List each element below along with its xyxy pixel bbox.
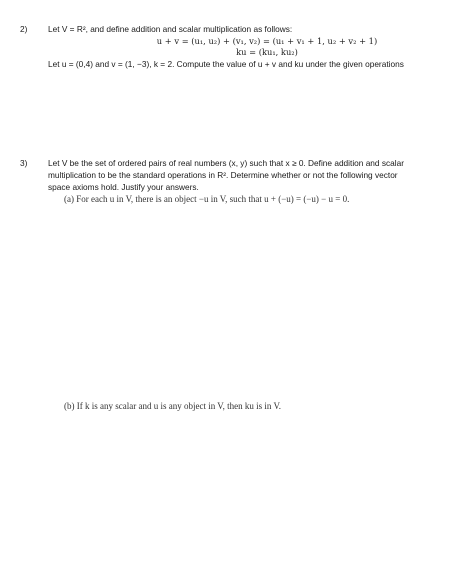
problem-2-given: Let u = (0,4) and v = (1, −3), k = 2. Compute the value of u + v and ku under the given operations [48,59,404,69]
problem-2-scalar-equation: ku = (ku₁, ku₂) [236,47,298,57]
problem-3-number: 3) [20,158,28,168]
problem-2-intro: Let V = R², and define addition and scalar multiplication as follows: [48,24,293,34]
problem-3-part-b: (b) If k is any scalar and u is any object in V, then ku is in V. [64,401,282,411]
problem-3-part-a: (a) For each u in V, there is an object −u in V, such that u + (−u) = (−u) − u = 0. [64,194,350,204]
problem-3-intro-line-3: space axioms hold. Justify your answers. [48,182,199,192]
problem-3-intro-line-2: multiplication to be the standard operations in R². Determine whether or not the following vector [48,170,398,180]
problem-2-addition-equation: u + v = (u₁, u₂) + (v₁, v₂) = (u₁ + v₁ + 1, u₂ + v₂ + 1) [156,36,378,46]
problem-2-number: 2) [20,24,28,34]
problem-3-intro-line-1: Let V be the set of ordered pairs of real numbers (x, y) such that x ≥ 0. Define addition and scalar [48,158,404,168]
